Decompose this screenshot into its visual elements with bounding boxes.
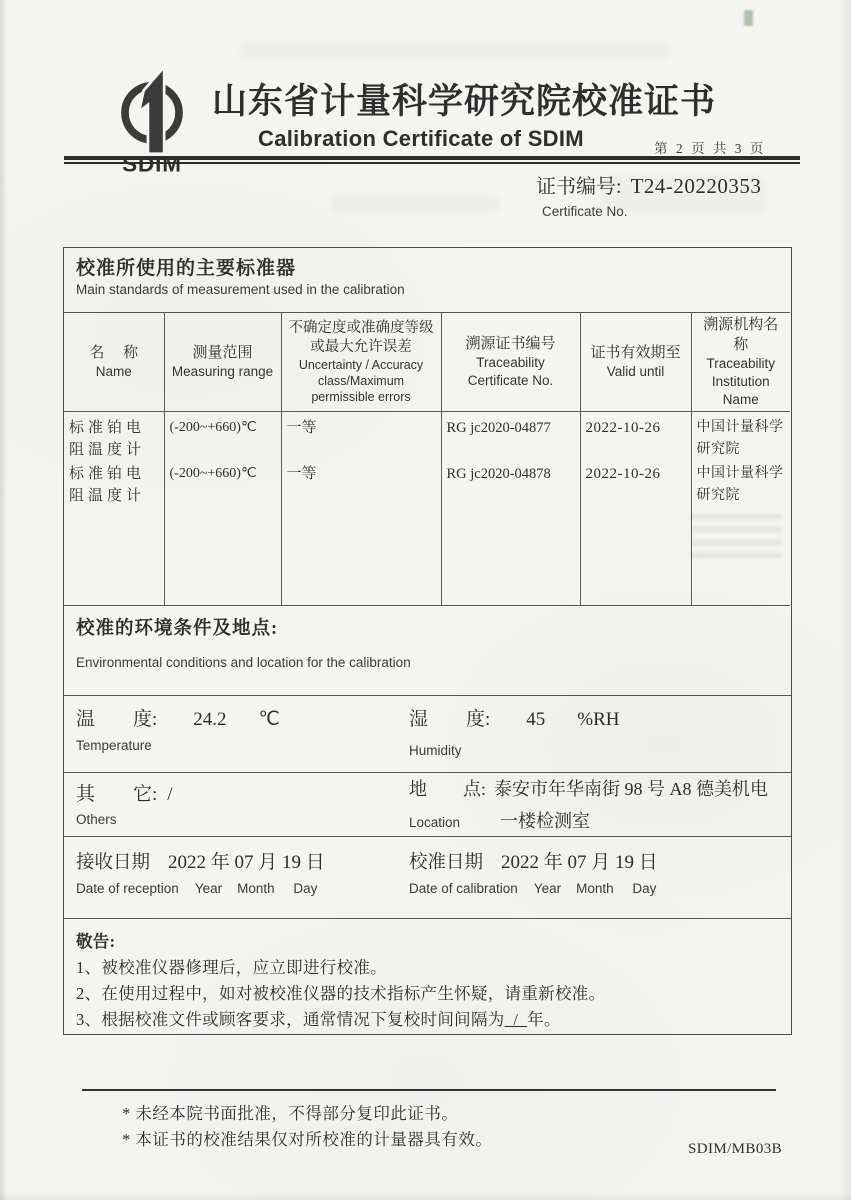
certificate-no-value: T24-20220353 xyxy=(630,174,762,198)
std-range: (-200~+660)℃ xyxy=(169,466,257,481)
std-valid-until: 2022-10-26 xyxy=(585,466,661,482)
calibration-date-units: Year Month Day xyxy=(533,881,657,896)
column-header-zh: 溯源证书编号 xyxy=(465,336,556,352)
notice-title: 敬告: xyxy=(76,932,116,951)
column-header-en: Name xyxy=(95,364,132,379)
location-value-line1: 泰安市年华南街 98 号 A8 德美机电 xyxy=(494,779,769,799)
humidity-sublabel: Humidity xyxy=(409,743,462,758)
standards-body-row xyxy=(64,412,790,606)
environment-section-title-zh: 校准的环境条件及地点: xyxy=(76,619,279,639)
standards-section-title-zh: 校准所使用的主要标准器 xyxy=(76,258,297,279)
std-accuracy: 一等 xyxy=(286,466,317,482)
std-range-cell xyxy=(164,412,281,606)
location-value-line2: 一楼检测室 xyxy=(500,811,591,831)
certificate-number-line xyxy=(536,170,761,199)
location-line2 xyxy=(409,807,590,833)
main-content-box xyxy=(63,247,792,1035)
temperature-value: 24.2 xyxy=(193,709,227,730)
page-indicator: 第 2 页 共 3 页 xyxy=(654,141,766,156)
certificate-title-zh: 山东省计量科学研究院校准证书 xyxy=(212,82,717,121)
form-code: SDIM/MB03B xyxy=(688,1141,783,1157)
reception-date-value: 2022 年 07 月 19 日 xyxy=(168,852,325,873)
location-sublabel: Location xyxy=(409,815,461,830)
calibration-date-line xyxy=(409,847,658,874)
calibration-date-value: 2022 年 07 月 19 日 xyxy=(501,852,658,873)
others-value: / xyxy=(167,784,173,805)
certificate-title-en: Calibration Certificate of SDIM xyxy=(258,126,584,151)
paper-edge-shadow-left xyxy=(0,0,7,1200)
humidity-value: 45 xyxy=(526,709,546,730)
column-header-en: Traceability Certificate No. xyxy=(467,355,554,388)
humidity-line xyxy=(409,704,620,731)
humidity-unit: %RH xyxy=(577,709,620,730)
scan-smudge xyxy=(240,42,670,59)
column-header-zh: 证书有效期至 xyxy=(590,345,681,361)
column-header-en: Traceability Institution Name xyxy=(706,356,776,407)
location-label: 地 点: xyxy=(409,779,487,799)
footnote-2: * 本证书的校准结果仅对所校准的计量器具有效。 xyxy=(122,1130,493,1149)
temperature-unit: ℃ xyxy=(258,709,280,730)
std-name-cell xyxy=(64,412,164,606)
temperature-line xyxy=(76,704,280,731)
standards-table xyxy=(64,312,790,606)
humidity-label: 湿 度: xyxy=(409,709,491,730)
column-header-traceability-no xyxy=(441,313,580,412)
reception-date-label: 接收日期 xyxy=(76,853,151,873)
column-header-en: Measuring range xyxy=(171,364,274,379)
std-name: 标准铂电阻温度计 xyxy=(69,420,146,458)
std-institution: 中国计量科学研究院 xyxy=(696,420,784,457)
standards-section-title-en: Main standards of measurement used in the calibration xyxy=(76,282,405,297)
column-header-zh: 不确定度或准确度等级或最大允许误差 xyxy=(288,320,434,355)
environment-section-title-en: Environmental conditions and location for the calibration xyxy=(76,655,411,670)
notice-item-3-suffix: 年。 xyxy=(527,1010,561,1029)
std-institution: 中国计量科学研究院 xyxy=(696,466,784,503)
footnote-1: * 未经本院书面批准，不得部分复印此证书。 xyxy=(122,1104,459,1123)
notice-item-3 xyxy=(76,1006,561,1030)
standards-header-row xyxy=(64,313,790,412)
paper-edge-shadow-bottom xyxy=(0,1192,851,1200)
temperature-sublabel: Temperature xyxy=(76,738,152,753)
others-line xyxy=(76,779,173,806)
reception-date-line xyxy=(76,847,325,874)
column-header-en: Valid until xyxy=(606,364,665,379)
reception-date-units: Year Month Day xyxy=(194,881,318,896)
location-line1 xyxy=(409,775,768,801)
reception-date-sublabel: Date of reception xyxy=(76,881,179,896)
std-cert-no: RG jc2020-04878 xyxy=(446,466,551,482)
std-name: 标准铂电阻温度计 xyxy=(69,466,146,504)
certificate-no-sublabel: Certificate No. xyxy=(542,204,628,219)
others-sublabel: Others xyxy=(76,812,117,827)
notice-item-1: 1、被校准仪器修理后，应立即进行校准。 xyxy=(76,958,387,977)
footer-rule xyxy=(82,1089,776,1091)
calibration-date-sublabel: Date of calibration xyxy=(409,881,518,896)
std-cert-no: RG jc2020-04877 xyxy=(446,420,551,436)
std-valid-until: 2022-10-26 xyxy=(585,420,661,436)
logo-text: SDIM xyxy=(122,151,182,174)
column-header-range xyxy=(164,313,281,412)
calibration-date-label: 校准日期 xyxy=(409,853,484,873)
divider xyxy=(64,772,791,773)
column-header-name xyxy=(64,313,164,412)
column-header-uncertainty xyxy=(281,313,441,412)
paper-edge-shadow-right xyxy=(841,0,851,1200)
std-valid-until-cell xyxy=(580,412,691,606)
others-label: 其 它: xyxy=(76,784,158,805)
column-header-zh: 名 称 xyxy=(89,345,139,361)
column-header-valid-until xyxy=(580,313,691,412)
std-accuracy: 一等 xyxy=(286,420,317,436)
scan-smudge xyxy=(330,196,500,212)
divider xyxy=(64,695,791,696)
std-accuracy-cell xyxy=(281,412,441,606)
notice-item-3-blank: / xyxy=(504,1010,528,1029)
scan-smudge xyxy=(744,10,753,26)
divider xyxy=(64,836,791,837)
header-rule xyxy=(64,156,800,164)
std-institution-cell xyxy=(691,412,790,606)
column-header-zh: 溯源机构名称 xyxy=(703,317,779,353)
notice-item-3-text: 3、根据校准文件或顾客要求，通常情况下复校时间间隔为 xyxy=(76,1010,505,1029)
column-header-en: Uncertainty / Accuracy class/Maximum permissible errors xyxy=(298,358,424,404)
column-header-zh: 测量范围 xyxy=(192,345,253,361)
std-cert-no-cell xyxy=(441,412,580,606)
column-header-institution xyxy=(691,313,790,412)
notice-item-2: 2、在使用过程中，如对被校准仪器的技术指标产生怀疑，请重新校准。 xyxy=(76,984,606,1003)
divider xyxy=(64,918,791,919)
temperature-label: 温 度: xyxy=(76,709,158,730)
reception-date-sublabels xyxy=(76,881,317,896)
calibration-date-sublabels xyxy=(409,881,656,896)
certificate-no-label: 证书编号: xyxy=(536,176,622,198)
std-range: (-200~+660)℃ xyxy=(169,420,257,435)
